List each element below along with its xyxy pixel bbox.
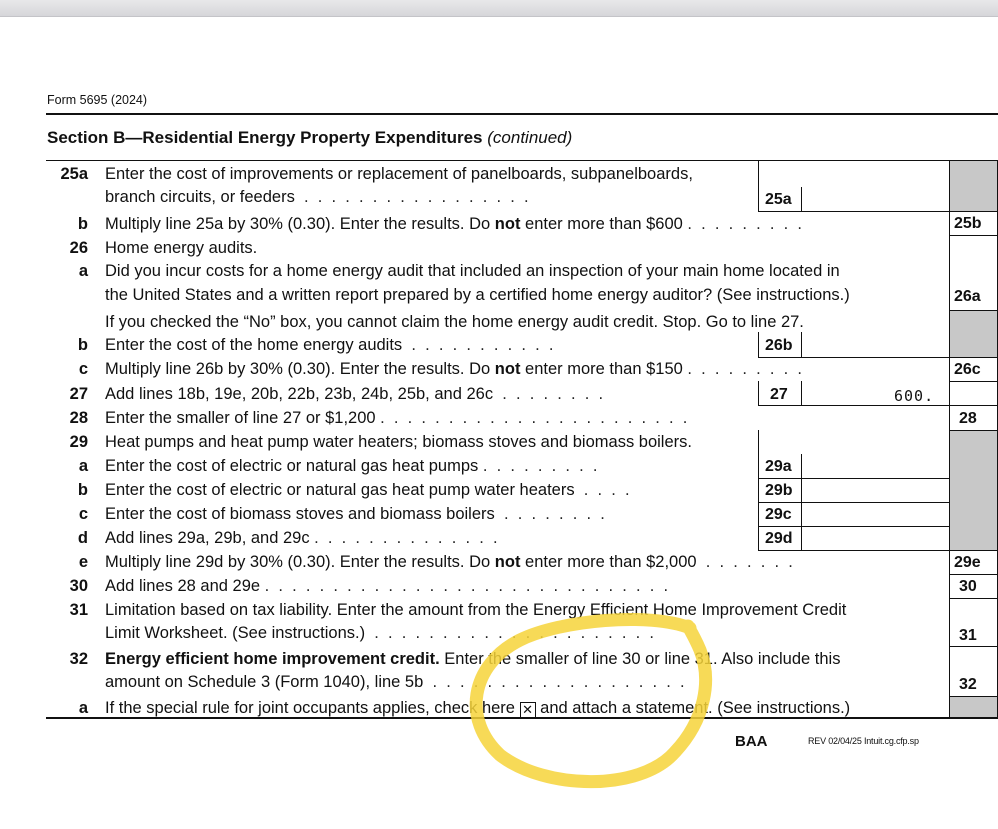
line-text-bold: not <box>494 553 521 571</box>
box-label: 29a <box>765 458 792 475</box>
line-text-part: Enter the cost of biomass stoves and biomass boilers <box>105 505 495 523</box>
section-note: (continued) <box>487 128 573 147</box>
line-text-part: enter more than $600 <box>520 215 683 233</box>
highlight-stroke <box>476 619 705 781</box>
line-text: the United States and a written report prepared by a certified home energy auditor? (See instructions.) <box>105 286 850 304</box>
section-title-text: Section B—Residential Energy Property Expenditures <box>47 128 483 147</box>
line-number: 29 <box>69 433 88 451</box>
line-text-part: Multiply line 26b by 30% (0.30). Enter the results. Do <box>105 360 495 378</box>
leader-dots: . . . . <box>574 481 630 499</box>
joint-occupants-checkbox[interactable]: ✕ <box>520 702 536 718</box>
value-27[interactable]: 600. <box>894 387 935 405</box>
line-number: 32 <box>69 650 88 668</box>
leader-dots: . . . . . . . <box>696 553 793 571</box>
line-text-bold: not <box>494 215 521 233</box>
line-text-part: Enter the smaller of line 27 or $1,200 <box>105 409 376 427</box>
line-text-part: and attach a statement. (See instructions.) <box>540 699 851 717</box>
leader-dots: . . . . . . . . . . . . . . . . . . . . . . . <box>375 409 688 427</box>
line-text: Enter the cost of improvements or replacement of panelboards, subpanelboards, <box>105 165 693 183</box>
line-text-part: Add lines 18b, 19e, 20b, 22b, 23b, 24b, 25b, and 26c <box>105 385 494 403</box>
leader-dots: . . . . . . . . . . . . . . . . . . . . . . . . . . . . . . <box>260 577 669 595</box>
line-text-part: Enter the cost of the home energy audits <box>105 336 403 354</box>
line-number: 25a <box>60 165 88 183</box>
line-number: a <box>78 699 88 717</box>
line-text-part: Enter the cost of electric or natural gas heat pumps <box>105 457 479 475</box>
box-label: 25b <box>954 215 982 232</box>
line-number: d <box>77 529 88 547</box>
line-text-part: enter more than $2,000 <box>520 553 697 571</box>
line-text: Limitation based on tax liability. Enter the amount from the Energy Efficient Home Improvement Credit <box>105 601 847 619</box>
line-number: e <box>78 553 88 571</box>
line-text-part: Enter the smaller of line 30 or line 31. Also include this <box>439 650 841 668</box>
line-text: Did you incur costs for a home energy audit that included an inspection of your main home located in <box>105 262 840 280</box>
leader-dots: . . . . . . . . <box>493 385 604 403</box>
box-label: 27 <box>770 386 788 403</box>
leader-dots: . . . . . . . . . <box>478 457 598 475</box>
leader-dots: . . . . . . . . . . . . . . . . . <box>294 188 529 206</box>
line-text-part: Add lines 29a, 29b, and 29c <box>105 529 310 547</box>
box-label: 32 <box>959 676 977 693</box>
line-number: 31 <box>69 601 88 619</box>
leader-dots: . . . . . . . . . . . . . . . . . . . <box>423 673 685 691</box>
leader-dots: . . . . . . . . . . . <box>402 336 554 354</box>
line-text: Home energy audits. <box>105 239 258 257</box>
box-label: 26b <box>765 337 793 354</box>
line-text-part: enter more than $150 <box>520 360 683 378</box>
line-text-part: Multiply line 25a by 30% (0.30). Enter the results. Do <box>105 215 495 233</box>
line-text: If you checked the “No” box, you cannot claim the home energy audit credit. Stop. Go to line 27. <box>105 313 804 331</box>
box-label: 26c <box>954 361 981 378</box>
line-number: 30 <box>69 577 88 595</box>
line-number: 27 <box>69 385 88 403</box>
box-label: 30 <box>959 578 977 595</box>
line-text-part: Add lines 28 and 29e <box>105 577 261 595</box>
line-text-bold: Energy efficient home improvement credit. <box>105 650 440 668</box>
box-label: 29d <box>765 530 793 547</box>
line-text-part: Enter the cost of electric or natural gas heat pump water heaters <box>105 481 575 499</box>
line-number: c <box>78 505 88 523</box>
box-label: 29e <box>954 554 981 571</box>
line-number: b <box>77 336 88 354</box>
line-text-part: branch circuits, or feeders <box>105 188 295 206</box>
line-number: c <box>78 360 88 378</box>
line-number: 26 <box>69 239 88 257</box>
line-number: a <box>78 457 88 475</box>
footer-baa: BAA <box>735 733 768 750</box>
leader-dots: . . . . . . . . . . . . . . <box>309 529 498 547</box>
line-number: a <box>78 262 88 280</box>
box-label: 29c <box>765 506 792 523</box>
leader-dots: . . . . . . . . <box>494 505 605 523</box>
line-text-part: Multiply line 29d by 30% (0.30). Enter the results. Do <box>105 553 495 571</box>
leader-dots: . . . . . . . . . <box>682 215 802 233</box>
box-label: 31 <box>959 627 977 644</box>
line-number: 28 <box>69 409 88 427</box>
line-number: b <box>77 215 88 233</box>
line-text-part: Limit Worksheet. (See instructions.) <box>105 624 366 642</box>
line-text-bold: not <box>494 360 521 378</box>
line-number: b <box>77 481 88 499</box>
box-label: 29b <box>765 482 793 499</box>
footer-revision: REV 02/04/25 Intuit.cg.cfp.sp <box>808 736 919 746</box>
line-text: Heat pumps and heat pump water heaters; biomass stoves and biomass boilers. <box>105 433 692 451</box>
leader-dots: . . . . . . . . . <box>682 360 802 378</box>
form-id: Form 5695 (2024) <box>47 93 148 107</box>
leader-dots: . . . . . . . . . . . . . . . . . . . . . <box>365 624 654 642</box>
box-label: 26a <box>954 288 981 305</box>
line-text-part: If the special rule for joint occupants applies, check here <box>105 699 515 717</box>
box-label: 25a <box>765 191 792 208</box>
line-text-part: amount on Schedule 3 (Form 1040), line 5b <box>105 673 424 691</box>
box-label: 28 <box>959 410 977 427</box>
